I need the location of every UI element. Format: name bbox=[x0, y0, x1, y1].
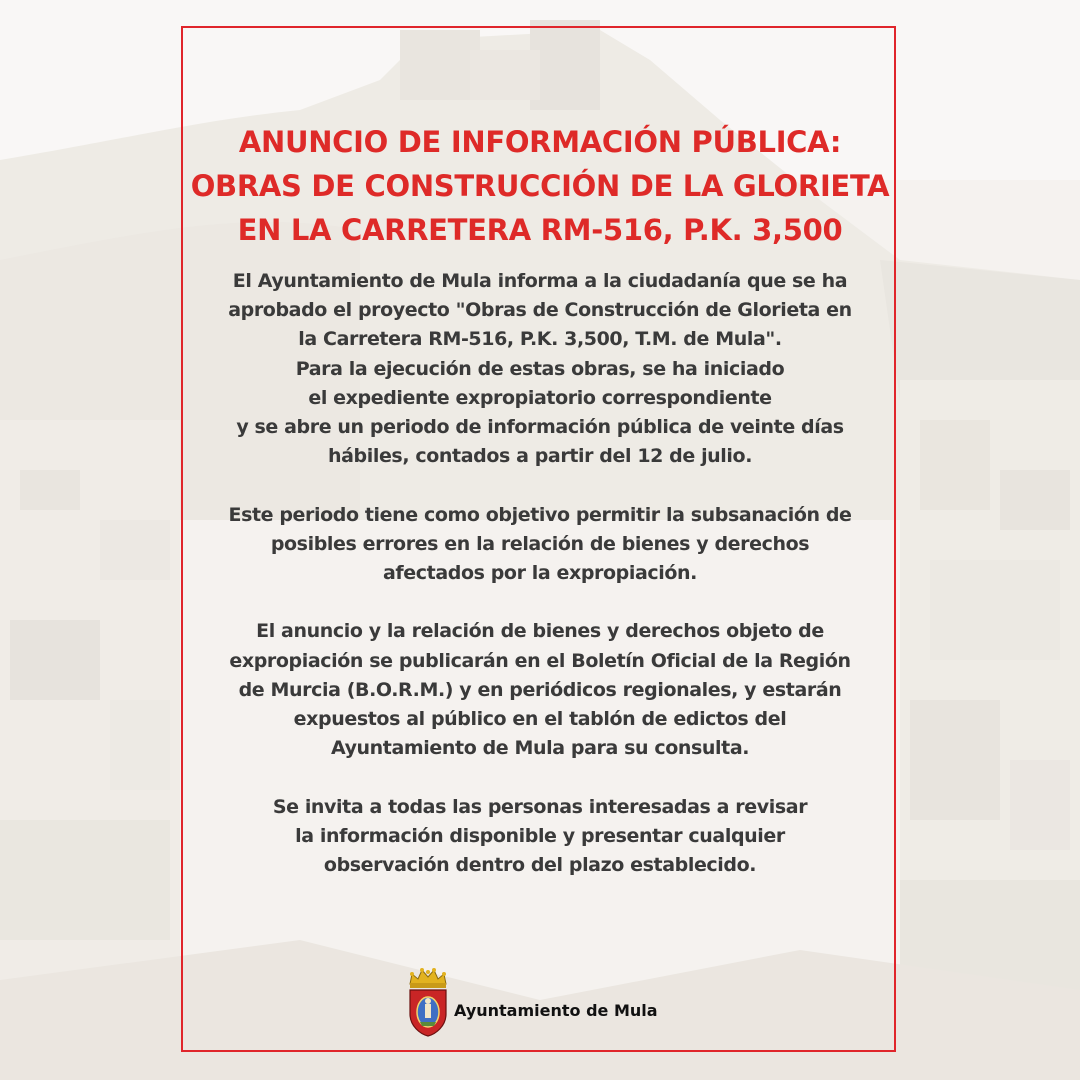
body-line: expropiación se publicarán en el Boletín Oficial de la Región bbox=[229, 649, 851, 672]
title-line: OBRAS DE CONSTRUCCIÓN DE LA GLORIETA bbox=[190, 169, 890, 203]
notice-title bbox=[190, 120, 890, 252]
ayuntamiento-logo bbox=[406, 966, 658, 1038]
paragraph-invitation bbox=[200, 793, 880, 881]
body-line: de Murcia (B.O.R.M.) y en periódicos regionales, y estarán bbox=[238, 678, 842, 701]
body-line: la Carretera RM-516, P.K. 3,500, T.M. de Mula". bbox=[298, 328, 782, 351]
paragraph-publication bbox=[200, 617, 880, 763]
body-line: observación dentro del plazo establecido. bbox=[323, 854, 757, 877]
title-line: EN LA CARRETERA RM-516, P.K. 3,500 bbox=[237, 213, 843, 247]
body-line: posibles errores en la relación de bienes y derechos bbox=[270, 532, 810, 555]
notice-body bbox=[200, 267, 880, 880]
body-line: El Ayuntamiento de Mula informa a la ciudadanía que se ha bbox=[232, 270, 848, 292]
paragraph-objective bbox=[200, 501, 880, 589]
logo-label: Ayuntamiento de Mula bbox=[454, 1000, 658, 1020]
body-line: hábiles, contados a partir del 12 de julio. bbox=[327, 445, 753, 468]
body-line: Para la ejecución de estas obras, se ha iniciado bbox=[295, 357, 785, 380]
body-line: y se abre un periodo de información pública de veinte días bbox=[236, 416, 844, 439]
body-line: el expediente expropiatorio correspondiente bbox=[308, 386, 772, 409]
coat-of-arms-icon bbox=[406, 966, 450, 1038]
body-line: Ayuntamiento de Mula para su consulta. bbox=[330, 737, 750, 760]
body-line: expuestos al público en el tablón de edictos del bbox=[293, 708, 787, 731]
paragraph-announcement bbox=[200, 267, 880, 471]
body-line: la información disponible y presentar cualquier bbox=[295, 824, 785, 847]
body-line: afectados por la expropiación. bbox=[383, 562, 697, 585]
title-line: ANUNCIO DE INFORMACIÓN PÚBLICA: bbox=[238, 125, 842, 159]
body-line: Se invita a todas las personas interesadas a revisar bbox=[272, 795, 808, 818]
body-line: aprobado el proyecto "Obras de Construcción de Glorieta en bbox=[228, 299, 852, 322]
body-line: El anuncio y la relación de bienes y derechos objeto de bbox=[256, 620, 824, 643]
body-line: Este periodo tiene como objetivo permitir la subsanación de bbox=[228, 503, 852, 526]
